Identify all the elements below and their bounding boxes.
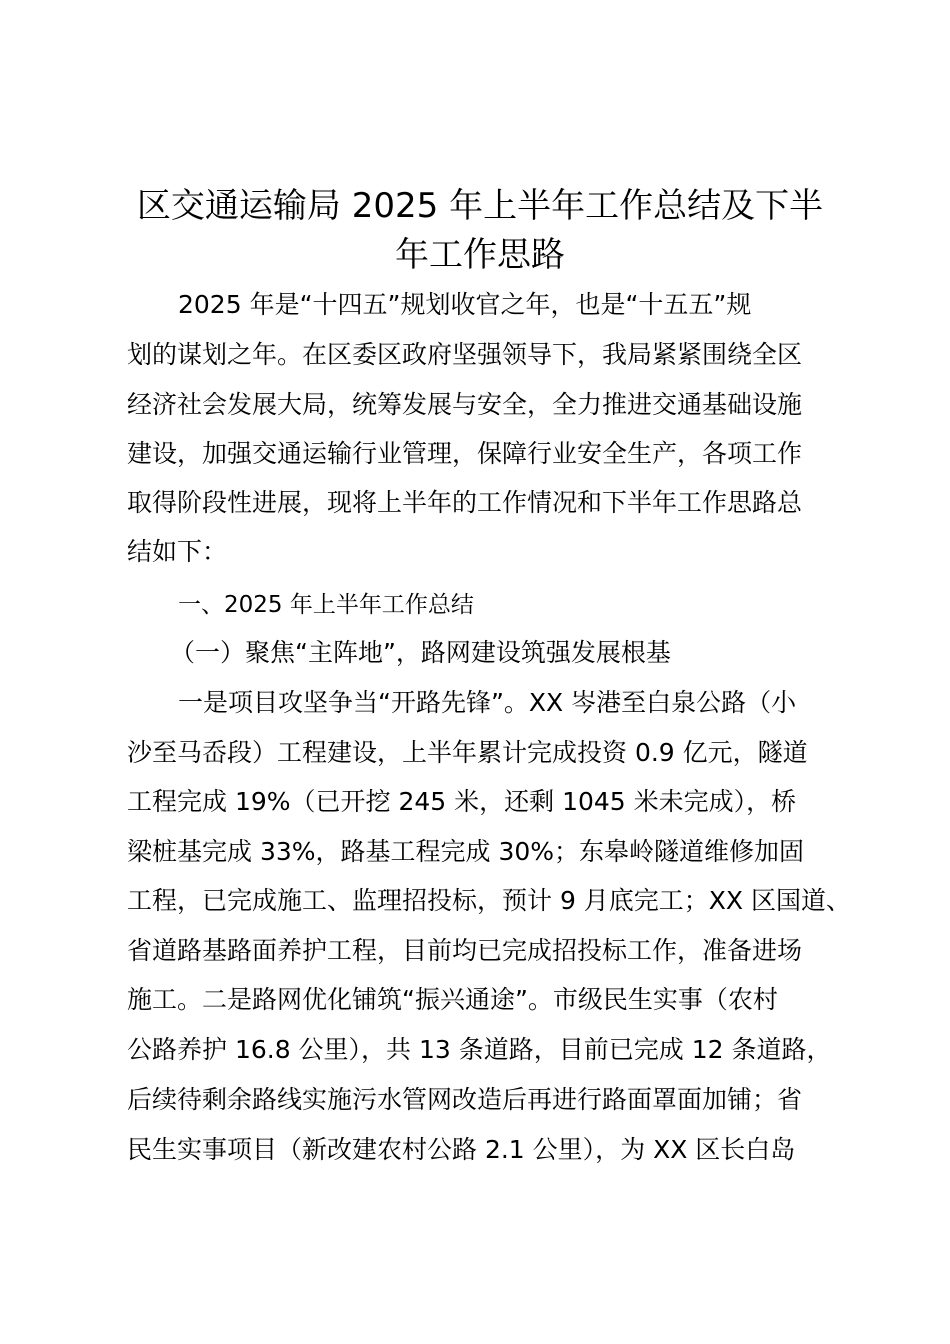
- paragraph-line: 工程完成 19%（已开挖 245 米，还剩 1045 米未完成），桥: [127, 787, 797, 816]
- paragraph-line: 建设，加强交通运输行业管理，保障行业安全生产，各项工作: [127, 439, 803, 468]
- paragraph-line: 沙至马岙段）工程建设，上半年累计完成投资 0.9 亿元，隧道: [127, 738, 808, 767]
- subsection-heading: （一）聚焦“主阵地”，路网建设筑强发展根基: [170, 638, 671, 667]
- paragraph-line: 2025 年是“十四五”规划收官之年，也是“十五五”规: [178, 290, 752, 319]
- paragraph-line: 取得阶段性进展，现将上半年的工作情况和下半年工作思路总: [127, 488, 803, 517]
- paragraph-line: 民生实事项目（新改建农村公路 2.1 公里），为 XX 区长白岛: [127, 1135, 796, 1164]
- paragraph-line: 公路养护 16.8 公里），共 13 条道路，目前已完成 12 条道路，: [127, 1035, 832, 1064]
- document-title-line-1: 区交通运输局 2025 年上半年工作总结及下半: [136, 186, 824, 226]
- paragraph-line: 梁桩基完成 33%，路基工程完成 30%；东皋岭隧道维修加固: [127, 837, 805, 866]
- paragraph-line: 经济社会发展大局，统筹发展与安全，全力推进交通基础设施: [127, 390, 803, 419]
- paragraph-line: 省道路基路面养护工程，目前均已完成招投标工作，准备进场: [127, 936, 803, 965]
- paragraph-line: 施工。二是路网优化铺筑“振兴通途”。市级民生实事（农村: [127, 985, 778, 1014]
- document-title-line-2: 年工作思路: [395, 235, 565, 275]
- paragraph-line: 工程，已完成施工、监理招投标，预计 9 月底完工；XX 区国道、: [127, 886, 852, 915]
- paragraph-line: 一是项目攻坚争当“开路先锋”。XX 岑港至白泉公路（小: [178, 688, 797, 717]
- section-heading: 一、2025 年上半年工作总结: [178, 592, 474, 618]
- paragraph-line: 后续待剩余路线实施污水管网改造后再进行路面罩面加铺；省: [127, 1085, 803, 1114]
- paragraph-line: 划的谋划之年。在区委区政府坚强领导下，我局紧紧围绕全区: [127, 340, 803, 369]
- paragraph-line: 结如下：: [127, 537, 228, 566]
